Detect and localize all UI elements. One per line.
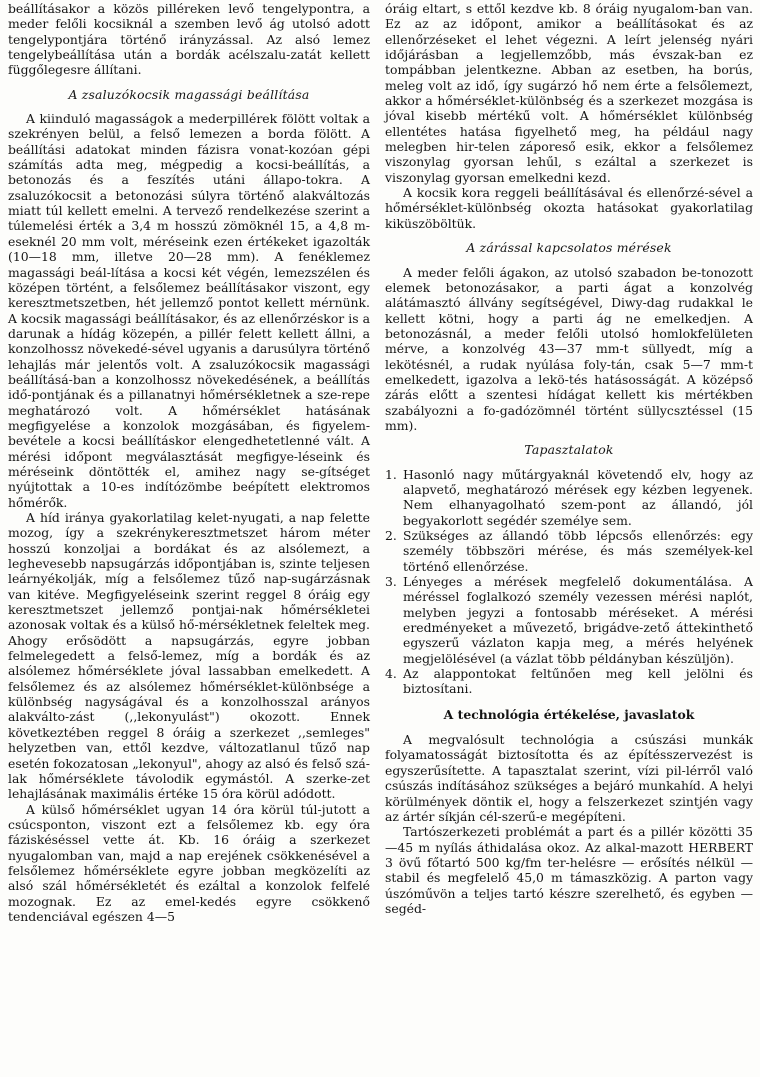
paragraph: A megvalósult technológia a csúszási munkák folyamatosságát biztosította és az építésszervezést is egyszerűsítette. A tapasztalat szerint, vízi pil-lérről való csúszás indításához szükséges a bejáró munkahíd. A helyi körülmények döntik el, hogy a felszerkezet szintjén vagy az ártér síkján cél-szerű-e megépíteni.: [385, 732, 753, 824]
section-heading-experiences: Tapasztalatok: [524, 442, 614, 458]
list-item-text: Az alappontokat feltűnően meg kell jelölni és biztosítani.: [403, 666, 753, 697]
right-column: [385, 1, 753, 916]
experience-list: [385, 467, 753, 697]
list-item: [385, 528, 753, 574]
list-item-number: 4.: [385, 666, 397, 682]
section-heading-formwork-height: A zsaluzókocsik magassági beállítása: [68, 86, 310, 102]
list-item-number: 2.: [385, 528, 397, 543]
list-item: [385, 574, 753, 666]
paragraph: A külső hőmérséklet ugyan 14 óra körül túl-jutott a csúcsponton, viszont ezt a felsőlemez kb. egy óra fáziskéséssel vette át. Kb. 16 óráig a szerkezet nyugalomban van, majd a nap erejének csökkenésével a felsőlemez hőmérséklete egyre jobban megközelíti az alsó szál hőmérsékletét és ezáltal a konzolok felfelé mozognak. Ez az emel-kedés egyre csökkenő tendenciával egészen 4—5: [8, 801, 370, 924]
list-item: [385, 467, 753, 528]
section-heading-closure-measurements: A zárással kapcsolatos mérések: [466, 240, 672, 256]
paragraph: óráig eltart, s ettől kezdve kb. 8 óráig nyugalom-ban van. Ez az az időpont, amikor a beállításokat és az ellenőrzéseket el lehet végezni. A leírt jelenség nyári időjárásban a legjellemzőbb, más évszak-ban ez tompábban jelentkezne. Abban az esetben, ha borús, meleg volt az idő, így sugárzó hő nem érte a felsőlemezt, akkor a hőmérséklet-különbség és a szerkezet mozgása is jóval kisebb mértékű volt. A hőmérséklet különbség ellentétes hatása figyelhető meg, ha például nagy melegben hir-telen záporeső esik, ekkor a felsőlemez viszonylag gyorsan lehűl, s ezáltal a szerkezet is viszonylag gyorsan emelkedni kezd.: [385, 1, 753, 185]
left-column: [8, 1, 370, 924]
paragraph: beállításakor a közös pillérеken levő tengelypontra, a meder felőli kocsiknál a szemben levő ág utolsó adott tengelypontjára történő irányzással. Az alsó lemez tengelybeállítása után a bordák acélszalu-zatát kellett függőlegesre állítani.: [8, 1, 370, 78]
paragraph: A meder felőli ágakon, az utolsó szabadon be-tonozott elemek betonozásakor, a parti ágat a konzolvég alátámasztó állvány segítségével, Diwy-dag rudakkal le kellett kötni, hogy a parti ág ne emelkedjen. A betonozásnál, a meder felőli utolsó homlokfelületen mérve, a konzolvég 43—37 mm-t süllyedt, míg a lekötésnél, a rudak nyúlása foly-tán, csak 5—7 mm-t emelkedett, igazolva a lekö-tés hatásosságát. A középső zárás előtt a szentesi hídágat kellett kis mértékben szabályozni a fo-gadózömnél történt süllycsztéssel (15 mm).: [385, 264, 753, 433]
section-heading-technology-evaluation: A technológia értékelése, javaslatok: [443, 706, 695, 722]
list-item: [385, 666, 753, 697]
paragraph: A híd iránya gyakorlatilag kelet-nyugati, a nap felette mozog, így a szekrénykeresztmetszet három méter hosszú konzoljai a bordákat és az alsólemezt, a leghevesebb napsugárzás időpontjában is, szinte teljesen leárnyékolják, míg a felsőlemez tűző nap-sugárzásnak van kitéve. Megfigyeléseink szerint reggel 8 óráig egy keresztmetszet jellemző pontjai-nak hőmérsékletei azonosak voltak és a külső hő-mérsékletnek feleltek meg. Ahogy erősödött a napsugárzás, egyre jobban felmelegedett a felső-lemez, míg a bordák és az alsólemez hőmérséklete jóval lassabban emelkedett. A felsőlemez és az alsólemez hőmérséklet-különbsége a különbség nagyságával és a konzolhosszal arányos alakválto-zást (,,lekonyulást") okozott. Ennek következtében reggel 8 óráig a szerkezet ,,semleges" helyzetben van, ettől kezdve, változatlanul tűző nap esetén fokozatosan „lekonyul", ahogy az alsó és felső szá-lak hőmérséklete távolodik egymástól. A szerke-zet lehajlásának maximális értéke 15 óra körül adódott.: [8, 510, 370, 802]
list-item-number: 1.: [385, 466, 397, 482]
paragraph: A kiinduló magasságok a mederpillérek fölött voltak a szekrényen belül, a felső lemezen a borda fölött. A beállítási adatokat minden fázisra vonat-kozóan gépi számítás adta meg, mégpedig a kocsi-beállítás, a betonozás és a feszítés utáni állapo-tokra. A zsaluzókocsit a betonozási súlyra történő alakváltozás miatt túl kellett emelni. A tervező rendelkezése szerint a túlemelési érték a 3,4 m hosszú zömöknél 15, a 4,8 m-eseknél 20 mm volt, méréseink ezen értékeket igazolták (10—18 mm, illetve 20—28 mm). A fenéklemez magassági beál-lítása a kocsi két végén, lemezszélen és középen történt, a felsőlemez beállításakor viszont, egy keresztmetszetben, hét jellemző pontot kellett mérnünk. A kocsik magassági beállításakor, és az ellenőrzéskor is a darunak a hídág közepén, a pillér felett kellett állni, a konzolhossz növekedé-sével ugyanis a darusúlyra történő lehajlás már jelentős volt. A zsaluzókocsik magassági beállításá-ban a konzolhossz növekedésének, a beállítás idő-pontjának és a pillanatnyi hőmérsékletnek a sze-repe meghatározó volt. A hőmérséklet hatásának megfigyelése a konzolok mozgásában, és figyelem-bevétele a kocsi beállításkor elengedhetetlenné vált. A mérési időpont megválasztását megfigye-léseink és méréseink döntötték el, amihez nagy se-gítséget nyújtottak a 10-es indítózömbe beépített elektromos hőmérők.: [8, 111, 370, 510]
list-item-text: Hasonló nagy műtárgyaknál követendő elv, hogy az alapvető, meghatározó mérések egy kézben legyenek. Nem elhanyagolható szem-pont az állandó, jól begyakorlott segédér személye sem.: [403, 466, 753, 528]
paragraph: Tartószerkezeti problémát a part és a pillér közötti 35—45 m nyílás áthidalása okoz. Az alkal-mazott HERBERT 3 övű főtartó 500 kg/fm ter-helésre — erősítés nélkül — stabil és megfelelő 45,0 m támaszközig. A parton vagy úszóművön a teljes tartó készre szerelhető, és egyben — segéd-: [385, 824, 753, 916]
list-item-number: 3.: [385, 574, 397, 590]
paragraph: A kocsik kora reggeli beállításával és ellenőrzé-sével a hőmérséklet-különbség okozta hatásokat gyakorlatilag kiküszöböltük.: [385, 185, 753, 231]
list-item-text: Szükséges az állandó több lépcsős ellenőrzés: egy személy többszöri mérése, és más személyek-kel történő ellenőrzése.: [403, 528, 753, 574]
list-item-text: Lényeges a mérések megfelelő dokumentálása. A méréssel foglalkozó személy vezessen mérési naplót, melyben jegyzi a fontosabb méréseket. A mérési eredményeket a művezető, brigádve-zető áttekinthető egyszerű vázlaton kapja meg, a mérés helyének megjelölésével (a vázlat több példányban készüljön).: [403, 574, 753, 666]
